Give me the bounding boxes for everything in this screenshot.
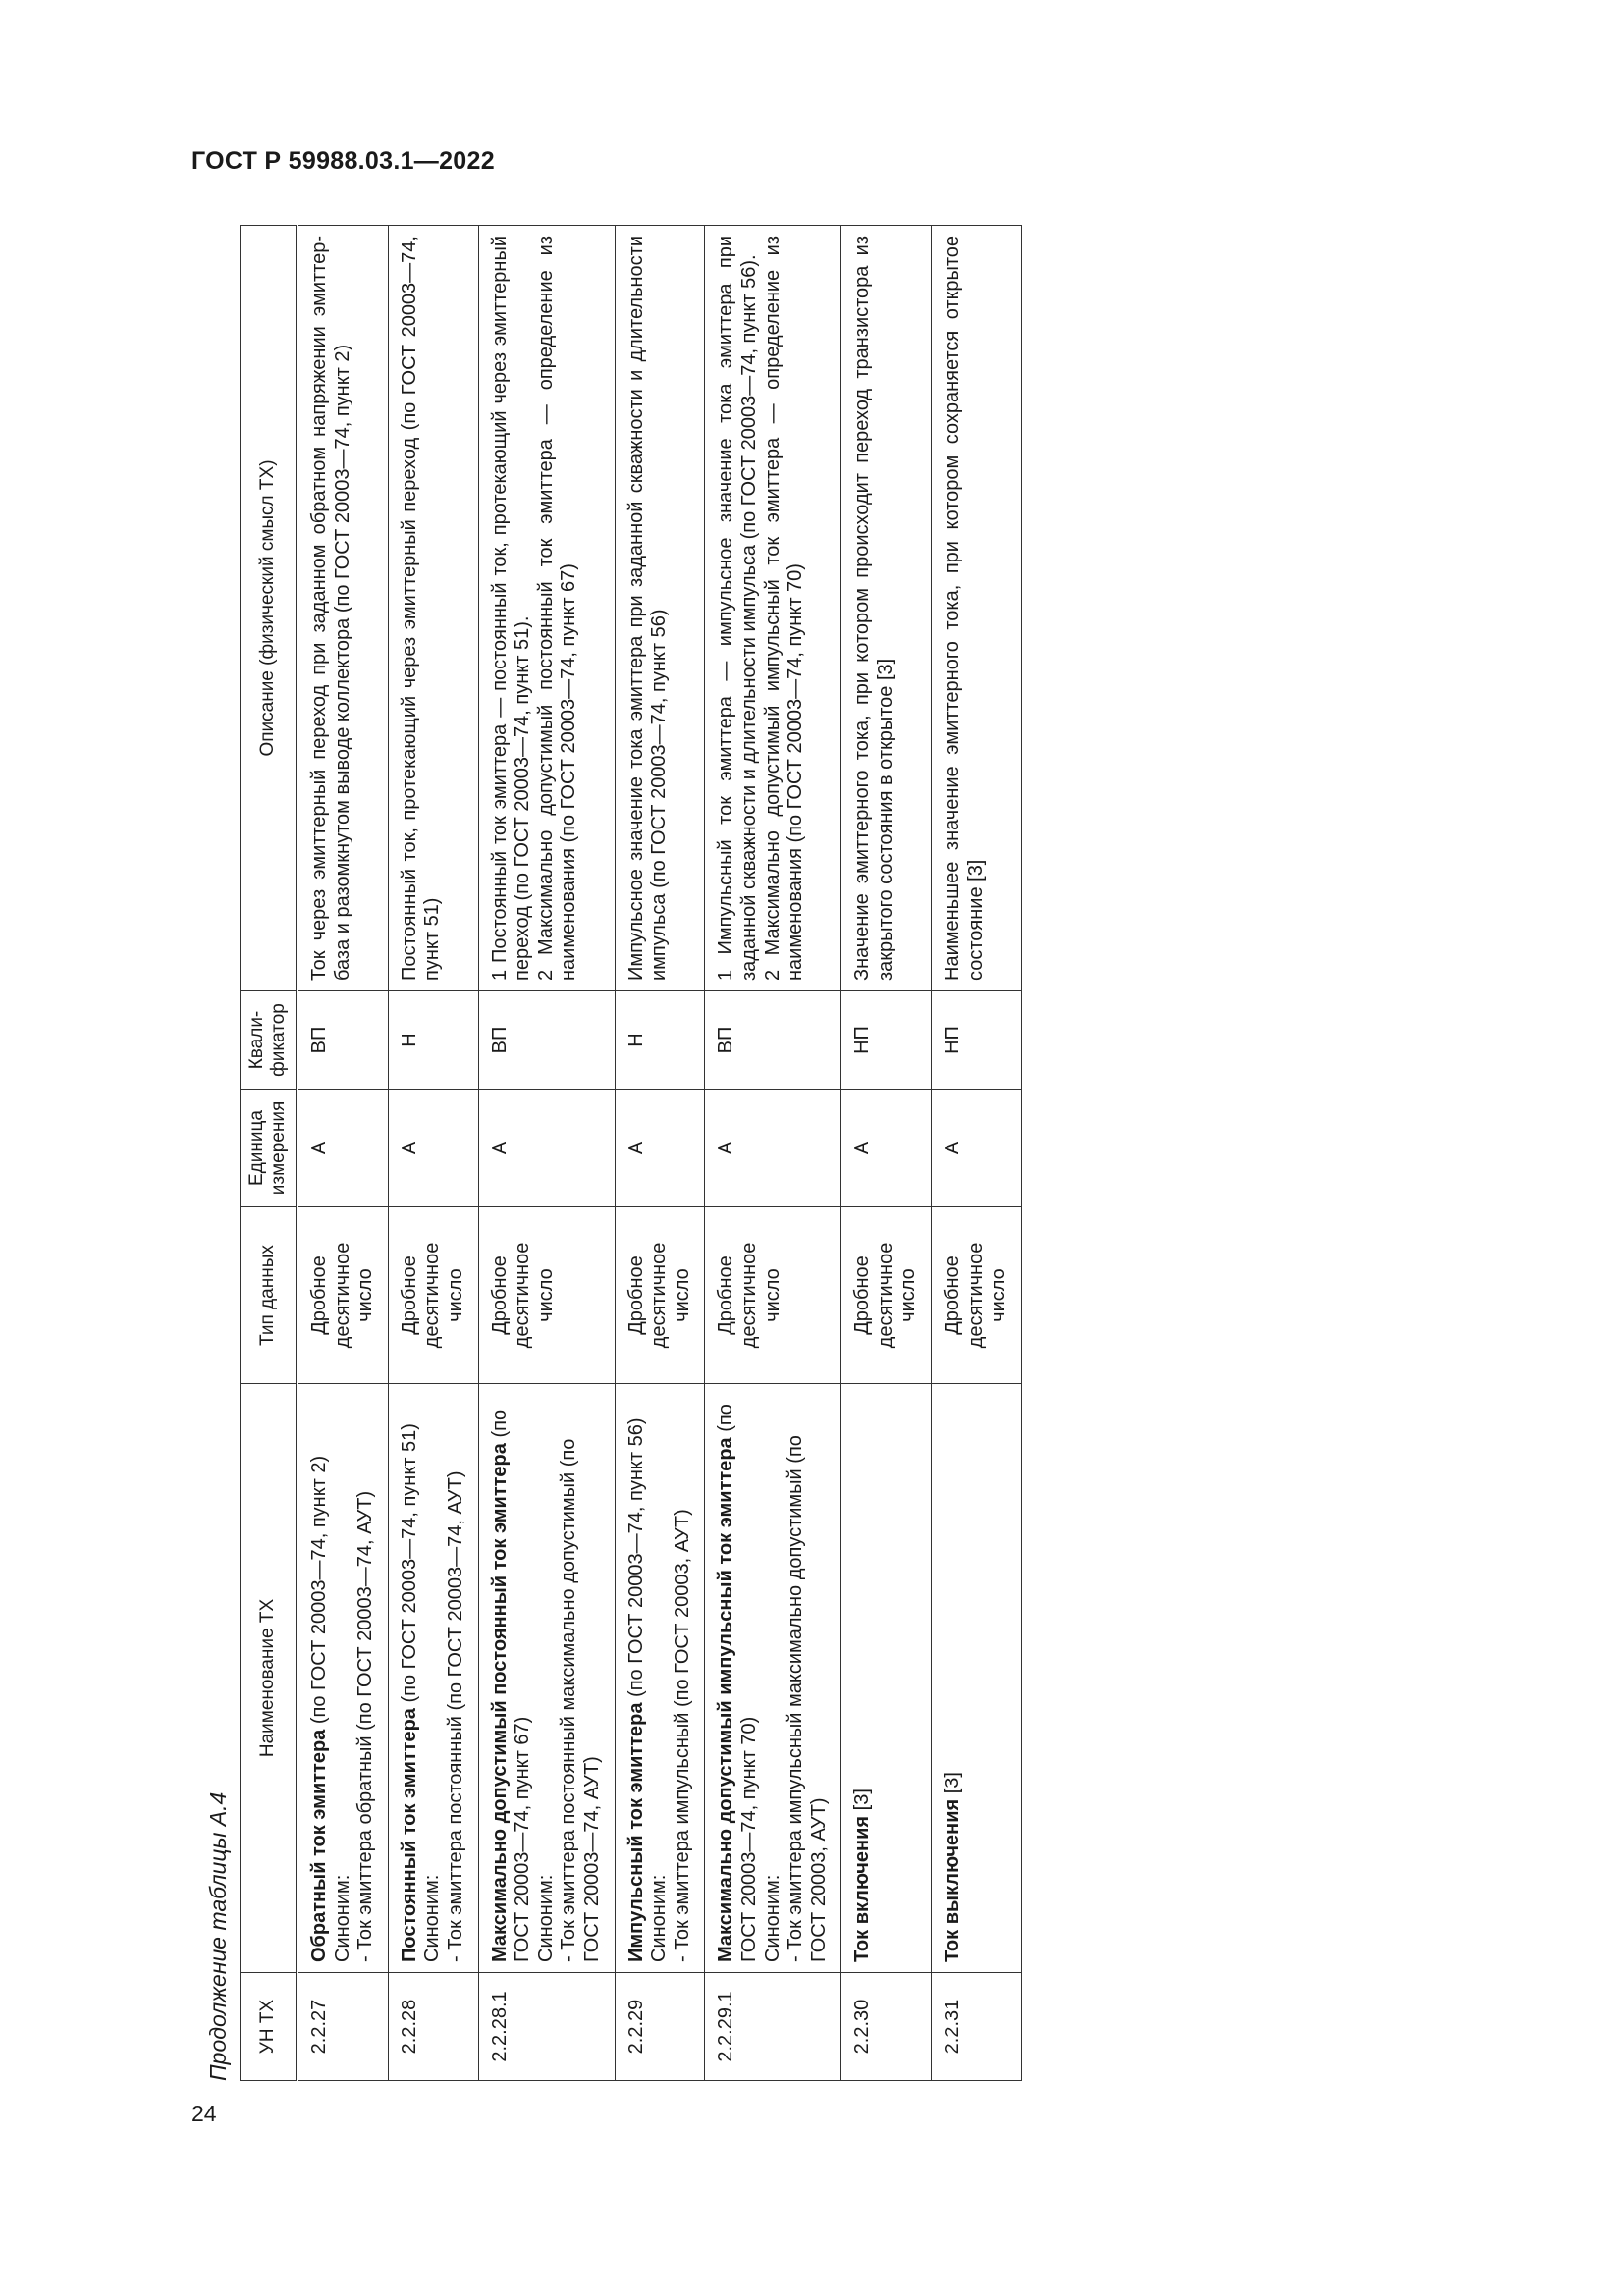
cell-unit: А (388, 1090, 478, 1207)
cell-code: 2.2.28.1 (478, 1973, 615, 2081)
name-source: (по ГОСТ 20003—74, пункт 2) (308, 1455, 330, 1730)
cell-code: 2.2.29 (615, 1973, 705, 2081)
page-number: 24 (191, 2101, 217, 2126)
col-header-qualifier: Квали-фикатор (241, 991, 298, 1090)
synonym-label: Синоним: (534, 1874, 557, 1962)
cell-name (705, 1384, 841, 1973)
synonym-label: Синоним: (761, 1874, 784, 1962)
name-source: (по ГОСТ 20003—74, пункт 56) (624, 1417, 647, 1703)
cell-name (615, 1384, 705, 1973)
name-source: (по ГОСТ 20003—74, пункт 67) (488, 1409, 534, 1962)
synonym-label: Синоним: (421, 1874, 444, 1962)
cell-description (478, 226, 615, 991)
col-header-unit: Единица измерения (241, 1090, 298, 1207)
cell-code: 2.2.28 (388, 1973, 478, 2081)
description-text: Значение эмиттерного тока, при котором происходит переход транзистора из закрытого состояния в открытое [3] (851, 236, 896, 981)
col-header-name: Наименование ТХ (241, 1384, 298, 1973)
cell-unit: А (932, 1090, 1022, 1207)
cell-unit: А (298, 1090, 389, 1207)
cell-name (841, 1384, 932, 1973)
description-text: Постоянный ток, протекающий через эмиттерный переход (по ГОСТ 20003—74, пункт 51) (398, 236, 444, 981)
cell-code: 2.2.27 (298, 1973, 389, 2081)
name-source: (по ГОСТ 20003—74, пункт 70) (715, 1404, 760, 1962)
cell-description (388, 226, 478, 991)
cell-name (298, 1384, 389, 1973)
cell-unit: А (478, 1090, 615, 1207)
cell-name (388, 1384, 478, 1973)
name-term: Максимально допустимый постоянный ток эмиттера (488, 1443, 511, 1962)
cell-data-type: Дробное десятичное число (841, 1207, 932, 1384)
cell-data-type: Дробное десятичное число (478, 1207, 615, 1384)
col-header-description: Описание (физический смысл ТХ) (241, 226, 298, 991)
description-text-2: 2 Максимально допустимый постоянный ток эмиттера — определение из наименования (по ГОСТ 20003—74, пункт 67) (534, 236, 580, 981)
cell-qualifier: Н (388, 991, 478, 1090)
synonym-text: - Ток эмиттера постоянный (по ГОСТ 20003—74, АУТ) (444, 1470, 466, 1962)
synonym-text: - Ток эмиттера импульсный максимально допустимый (по ГОСТ 20003, АУТ) (785, 1435, 830, 1962)
cell-qualifier: ВП (478, 991, 615, 1090)
table-row (841, 226, 932, 2081)
name-term: Ток включения (851, 1815, 874, 1962)
table-caption: Продолжение таблицы А.4 (205, 1791, 231, 2081)
cell-data-type: Дробное десятичное число (298, 1207, 389, 1384)
cell-description (298, 226, 389, 991)
synonym-text: - Ток эмиттера обратный (по ГОСТ 20003—74, АУТ) (354, 1490, 377, 1962)
table-a4 (240, 225, 1022, 2081)
table-row (705, 226, 841, 2081)
cell-qualifier: НП (932, 991, 1022, 1090)
rotated-table-block (196, 226, 1414, 2081)
table-header-row (241, 226, 298, 2081)
description-text: Наименьшее значение эмиттерного тока, при котором сохраняется открытое состояние [3] (942, 236, 987, 981)
description-text-2: 2 Максимально допустимый импульсный ток эмиттера — определение из наименования (по ГОСТ 20003—74, пункт 70) (761, 236, 807, 981)
cell-data-type: Дробное десятичное число (615, 1207, 705, 1384)
cell-description (615, 226, 705, 991)
synonym-text: - Ток эмиттера импульсный (по ГОСТ 20003, АУТ) (671, 1509, 693, 1962)
name-source: [3] (851, 1789, 874, 1816)
cell-code: 2.2.31 (932, 1973, 1022, 2081)
col-header-code: УН ТХ (241, 1973, 298, 2081)
cell-description (841, 226, 932, 991)
cell-description (932, 226, 1022, 991)
cell-unit: А (615, 1090, 705, 1207)
table-row (615, 226, 705, 2081)
description-text: 1 Импульсный ток эмиттера — импульсное значение тока эмиттера при заданной скважности и длительности импульса (по ГОСТ 20003—74, пункт 56). (715, 236, 760, 981)
cell-description (705, 226, 841, 991)
name-term: Импульсный ток эмиттера (624, 1702, 647, 1962)
cell-data-type: Дробное десятичное число (388, 1207, 478, 1384)
description-text: 1 Постоянный ток эмиттера — постоянный ток, протекающий через эмиттерный переход (по ГОСТ 20003—74, пункт 51). (488, 236, 534, 981)
name-term: Постоянный ток эмиттера (398, 1708, 420, 1962)
document-header: ГОСТ Р 59988.03.1—2022 (191, 147, 495, 175)
cell-qualifier: НП (841, 991, 932, 1090)
name-source: [3] (942, 1772, 964, 1799)
cell-name (932, 1384, 1022, 1973)
table-row (932, 226, 1022, 2081)
table-row (388, 226, 478, 2081)
synonym-label: Синоним: (648, 1874, 671, 1962)
col-header-type: Тип данных (241, 1207, 298, 1384)
cell-unit: А (705, 1090, 841, 1207)
cell-qualifier: Н (615, 991, 705, 1090)
table-row (478, 226, 615, 2081)
cell-data-type: Дробное десятичное число (932, 1207, 1022, 1384)
cell-qualifier: ВП (298, 991, 389, 1090)
cell-data-type: Дробное десятичное число (705, 1207, 841, 1384)
synonym-label: Синоним: (331, 1874, 353, 1962)
description-text: Импульсное значение тока эмиттера при заданной скважности и длительности импульса (по ГОСТ 20003—74, пункт 56) (624, 236, 671, 981)
cell-code: 2.2.30 (841, 1973, 932, 2081)
name-source: (по ГОСТ 20003—74, пункт 51) (398, 1423, 420, 1709)
cell-code: 2.2.29.1 (705, 1973, 841, 2081)
name-term: Максимально допустимый импульсный ток эмиттера (715, 1437, 737, 1962)
description-text: Ток через эмиттерный переход при заданном обратном напряжении эмиттер-база и разомкнутом выводе коллектора (по ГОСТ 20003—74, пункт 2) (308, 236, 353, 981)
cell-name (478, 1384, 615, 1973)
table-row (298, 226, 389, 2081)
cell-unit: А (841, 1090, 932, 1207)
synonym-text: - Ток эмиттера постоянный максимально допустимый (по ГОСТ 20003—74, АУТ) (558, 1438, 603, 1962)
name-term: Обратный ток эмиттера (308, 1729, 330, 1962)
cell-qualifier: ВП (705, 991, 841, 1090)
name-term: Ток выключения (942, 1798, 964, 1962)
